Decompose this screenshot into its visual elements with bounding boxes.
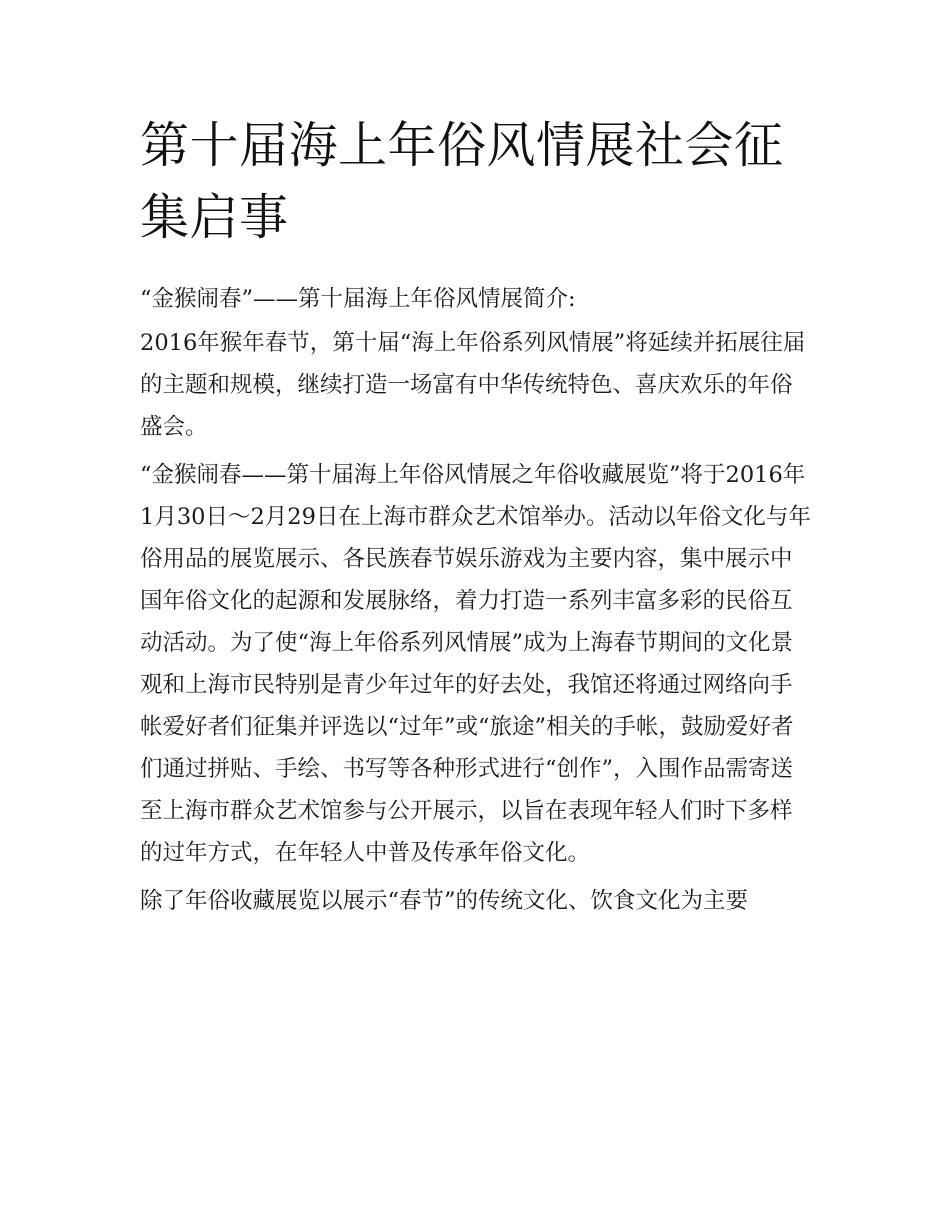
paragraph-2: “金猴闹春——第十届海上年俗风情展之年俗收藏展览”将于2016年1月30日～2月29日在上海市群众艺术馆举办。活动以年俗文化与年俗用品的展览展示、各民族春节娱乐游戏为主要内容，集中展示中国年俗文化的起源和发展脉络，着力打造一系列丰富多彩的民俗互动活动。为了使“海上年俗系列风情展”成为上海春节期间的文化景观和上海市民特别是青少年过年的好去处，我馆还将通过网络向手帐爱好者们征集并评选以“过年”或“旅途”相关的手帐，鼓励爱好者们通过拼贴、手绘、书写等各种形式进行“创作”，入围作品需寄送至上海市群众艺术馆参与公开展示，以旨在表现年轻人们时下多样的过年方式，在年轻人中普及传承年俗文化。	[140, 462, 811, 866]
paragraph-3: 除了年俗收藏展览以展示“春节”的传统文化、饮食文化为主要	[140, 888, 749, 914]
document-title: 第十届海上年俗风情展社会征集启事	[140, 117, 784, 246]
paragraph-1: 2016年猴年春节，第十届“海上年俗系列风情展”将延续并拓展往届的主题和规模，继续打造一场富有中华传统特色、喜庆欢乐的年俗盛会。	[140, 330, 806, 440]
intro-heading: “金猴闹春”——第十届海上年俗风情展简介:	[140, 286, 576, 312]
document-body	[140, 110, 812, 922]
